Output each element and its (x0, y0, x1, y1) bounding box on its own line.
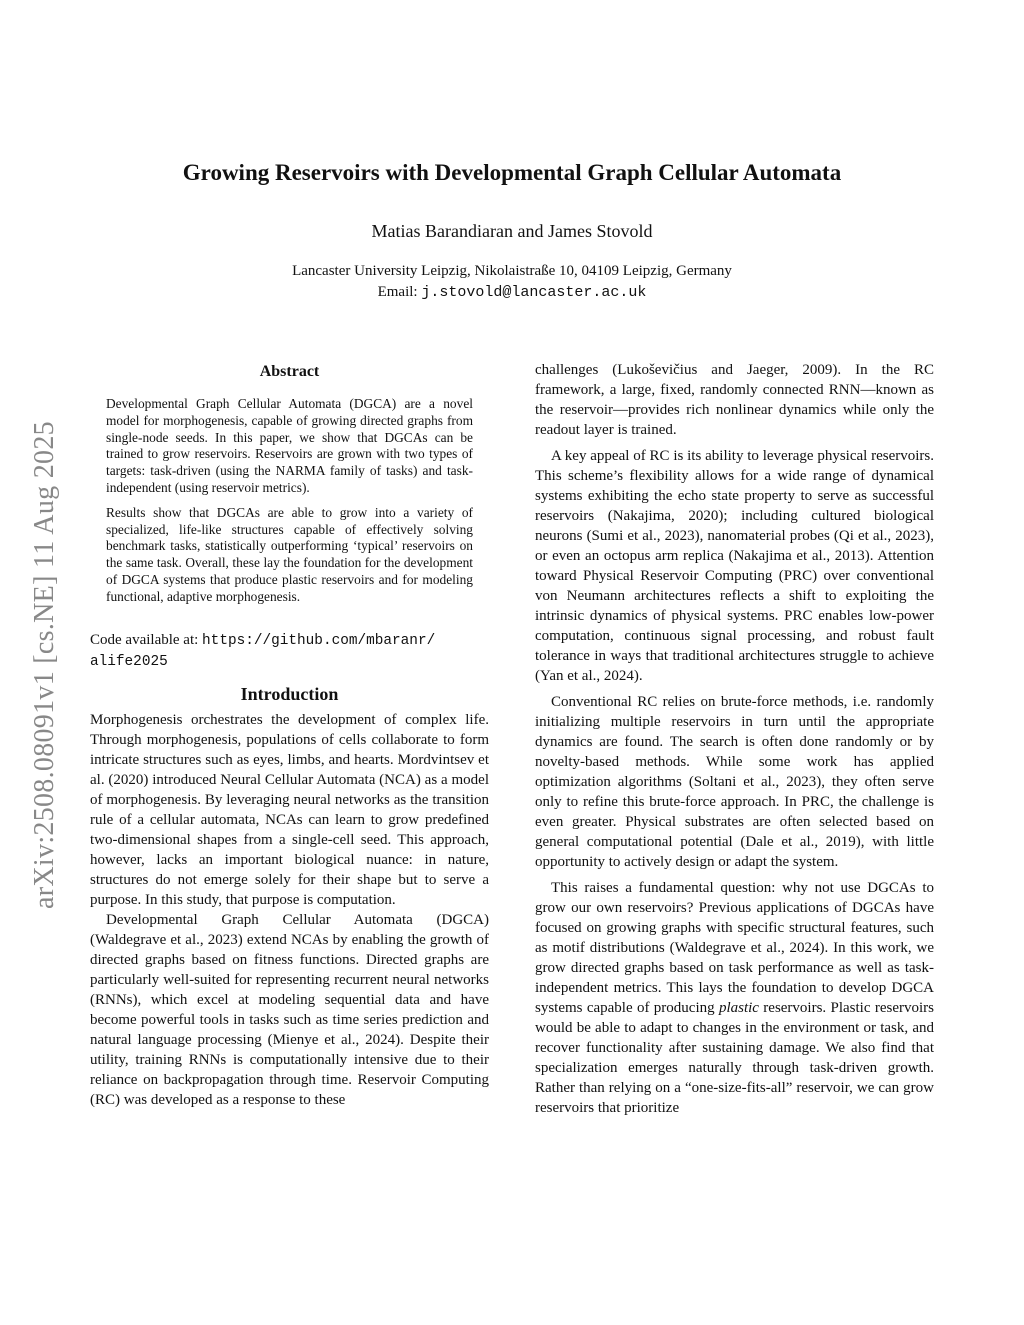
email-line (0, 282, 1024, 303)
right-column (535, 360, 934, 1124)
intro-paragraph-1: Morphogenesis orchestrates the development of complex life. Through morphogenesis, populations of cells collaborate to form intricate structures such as eyes, limbs, and hearts. Mordvintsev et al. (2020) introduced Neural Cellular Automata (NCA) as a model of morphogenesis. By leveraging neural networks as the transition rule of a cellular automata, NCAs can learn to grow predefined two-dimensional shapes from a single-cell seed. This approach, however, lacks an important biological nuance: in nature, structures do not emerge solely for their shape but to serve a purpose. In this study, that purpose is computation. (90, 711, 489, 908)
code-label: Code available at: (90, 631, 199, 648)
paper-title: Growing Reservoirs with Developmental Graph Cellular Automata (182, 160, 842, 185)
abstract-paragraph-1: Developmental Graph Cellular Automata (DGCA) are a novel model for morphogenesis, capable of growing directed graphs from single-node seeds. In this paper, we show that DGCAs can be trained to grow reservoirs. Reservoirs are grown with two types of targets: task-driven (using the NARMA family of tasks) and task-independent (using reservoir metrics). (106, 396, 473, 495)
affiliation: Lancaster University Leipzig, Nikolaistraße 10, 04109 Leipzig, Germany (292, 263, 732, 279)
p4-text-start: This raises a fundamental question: why not use DGCAs to grow our own reservoirs? Previous applications of DGCAs have focused on growing graphs with specific structural features, such as motif distributions (Waldegrave et al., 2024). In this work, we grow directed graphs based on task performance as well as task-independent metrics. This lays the foundation to develop DGCA systems capable of producing (535, 880, 934, 1016)
right-paragraph-1: challenges (Lukoševičius and Jaeger, 2009). In the RC framework, a large, fixed, randomly connected RNN—known as the reservoir—provides rich nonlinear dynamics while only the readout layer is trained. (535, 362, 934, 438)
right-paragraph-4 (535, 878, 934, 1118)
left-column (90, 360, 489, 1110)
code-availability (90, 630, 489, 672)
code-url-part-1[interactable]: https://github.com/mbaranr/ (202, 632, 436, 649)
p4-text-end: reservoirs. Plastic reservoirs would be able to adapt to changes in the environment or task, and recover functionality after sustaining damage. We also find that specialization emerges naturally through task-driven growth. Rather than relying on a “one-size-fits-all” reservoir, we can grow reservoirs that prioritize (535, 1000, 934, 1116)
email-label: Email: (377, 284, 418, 300)
affiliation-block (0, 261, 1024, 303)
arxiv-stamp-text: arXiv:2508.08091v1 [cs.NE] 11 Aug 2025 (29, 421, 60, 909)
introduction-heading: Introduction (240, 683, 339, 704)
right-paragraph-2: A key appeal of RC is its ability to leverage physical reservoirs. This scheme’s flexibility allows for a wide range of dynamical systems exhibiting the echo state property to serve as successful reservoirs (Nakajima, 2020); including cultured biological neurons (Sumi et al., 2023), nanomaterial probes (Qi et al., 2023), or even an octopus arm replica (Nakajima et al., 2013). Attention toward Physical Reservoir Computing (PRC) over conventional von Neumann architectures reflects a shift to exploiting the intrinsic dynamics of physical systems. PRC enables low-power computation, continuous signal processing, and robust fault tolerance in ways that traditional architectures struggle to achieve (Yan et al., 2024). (535, 448, 934, 684)
arxiv-stamp (20, 365, 70, 965)
intro-paragraph-2: Developmental Graph Cellular Automata (DGCA) (Waldegrave et al., 2023) extend NCAs by enabling the growth of directed graphs based on fitness functions. Directed graphs are particularly well-suited for representing recurrent neural networks (RNNs), which excel at modeling sequential data and have become powerful tools in tasks such as time series prediction and natural language processing (Mienye et al., 2024). Despite their utility, training RNNs is computationally intensive due to their reliance on backpropagation through time. Reservoir Computing (RC) was developed as a response to these (90, 911, 489, 1108)
p4-italic-word: plastic (718, 1000, 759, 1016)
email-address[interactable]: j.stovold@lancaster.ac.uk (421, 284, 647, 301)
abstract-paragraph-2: Results show that DGCAs are able to grow into a variety of specialized, life-like structures capable of effectively solving benchmark tasks, statistically outperforming ‘typical’ reservoirs on the same task. Overall, these lay the foundation for the development of DGCA systems that produce plastic reservoirs and for modeling functional, adaptive morphogenesis. (106, 504, 473, 604)
authors: Matias Barandiaran and James Stovold (371, 221, 653, 241)
right-paragraph-3: Conventional RC relies on brute-force methods, i.e. randomly initializing multiple reservoirs in turn until the appropriate dynamics are found. The search is often done randomly or by novelty-based methods. While some work has applied optimization algorithms (Soltani et al., 2023), they often serve only to refine this brute-force approach. In PRC, the challenge is even greater. Physical substrates are often selected based on general computational potential (Dale et al., 2019), with little opportunity to actively design or adapt the system. (535, 694, 934, 870)
code-url-part-2[interactable]: alife2025 (90, 653, 168, 670)
abstract-heading: Abstract (259, 363, 320, 380)
